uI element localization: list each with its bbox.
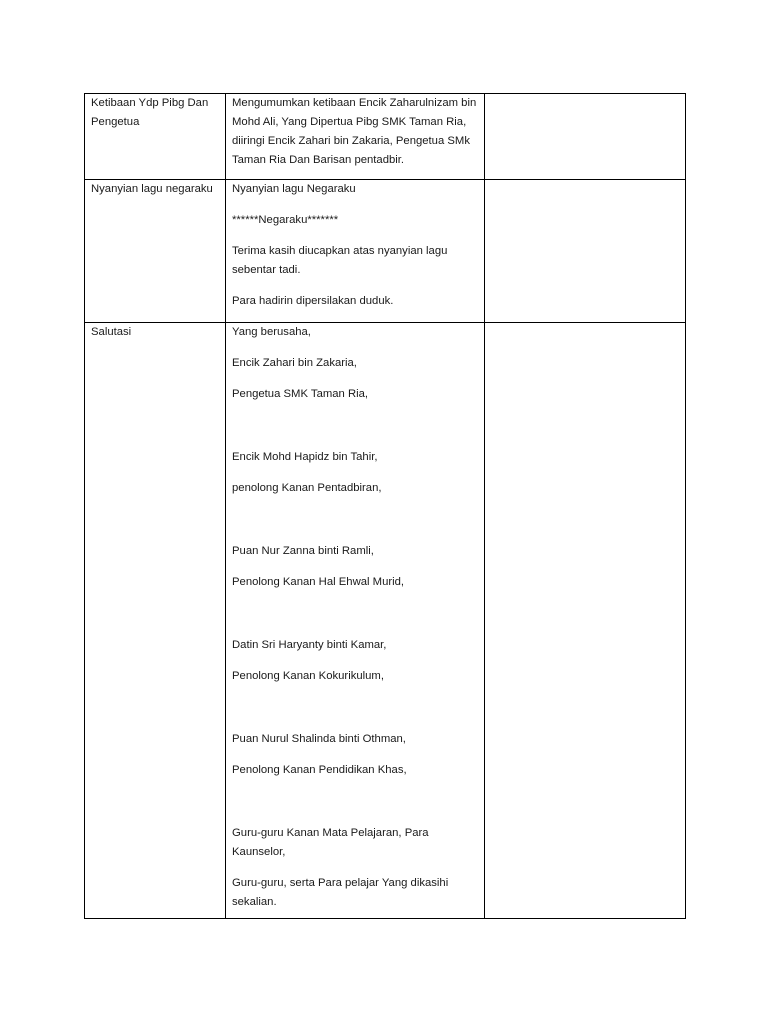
content-line: Encik Mohd Hapidz bin Tahir,: [232, 451, 378, 463]
notes-cell: [485, 323, 686, 919]
table-row: [85, 94, 686, 180]
item-content-cell: [226, 323, 485, 919]
content-line: Penolong Kanan Kokurikulum,: [232, 670, 384, 682]
content-line: Guru-guru Kanan Mata Pelajaran, Para Kaunselor,: [232, 827, 429, 858]
notes-cell: [485, 180, 686, 323]
content-line: Penolong Kanan Hal Ehwal Murid,: [232, 576, 405, 588]
item-content-cell: [226, 94, 485, 180]
item-title: Salutasi: [91, 326, 132, 338]
content-line: Penolong Kanan Pendidikan Khas,: [232, 764, 407, 776]
table-row: [85, 323, 686, 919]
content-line: Datin Sri Haryanty binti Kamar,: [232, 639, 387, 651]
item-title-cell: [85, 180, 226, 323]
notes-cell: [485, 94, 686, 180]
item-title-cell: [85, 94, 226, 180]
content-line: penolong Kanan Pentadbiran,: [232, 482, 382, 494]
content-line: Pengetua SMK Taman Ria,: [232, 388, 369, 400]
content-line: Terima kasih diucapkan atas nyanyian lagu sebentar tadi.: [232, 245, 448, 276]
item-title: Nyanyian lagu negaraku: [91, 183, 213, 195]
item-content-cell: [226, 180, 485, 323]
content-line: Yang berusaha,: [232, 326, 311, 338]
content-line: Mengumumkan ketibaan Encik Zaharulnizam bin Mohd Ali, Yang Dipertua Pibg SMK Taman Ria, diiringi Encik Zahari bin Zakaria, Pengetua SMk Taman Ria Dan Barisan pentadbir.: [232, 97, 477, 166]
content-line: ******Negaraku*******: [232, 214, 339, 226]
content-line: Encik Zahari bin Zakaria,: [232, 357, 357, 369]
content-line: Puan Nurul Shalinda binti Othman,: [232, 733, 406, 745]
content-line: Puan Nur Zanna binti Ramli,: [232, 545, 374, 557]
agenda-table: [84, 93, 686, 919]
content-line: Nyanyian lagu Negaraku: [232, 183, 356, 195]
table-row: [85, 180, 686, 323]
content-line: Guru-guru, serta Para pelajar Yang dikasihi sekalian.: [232, 877, 449, 908]
item-title: Ketibaan Ydp Pibg Dan Pengetua: [91, 97, 209, 128]
item-title-cell: [85, 323, 226, 919]
content-line: Para hadirin dipersilakan duduk.: [232, 295, 394, 307]
